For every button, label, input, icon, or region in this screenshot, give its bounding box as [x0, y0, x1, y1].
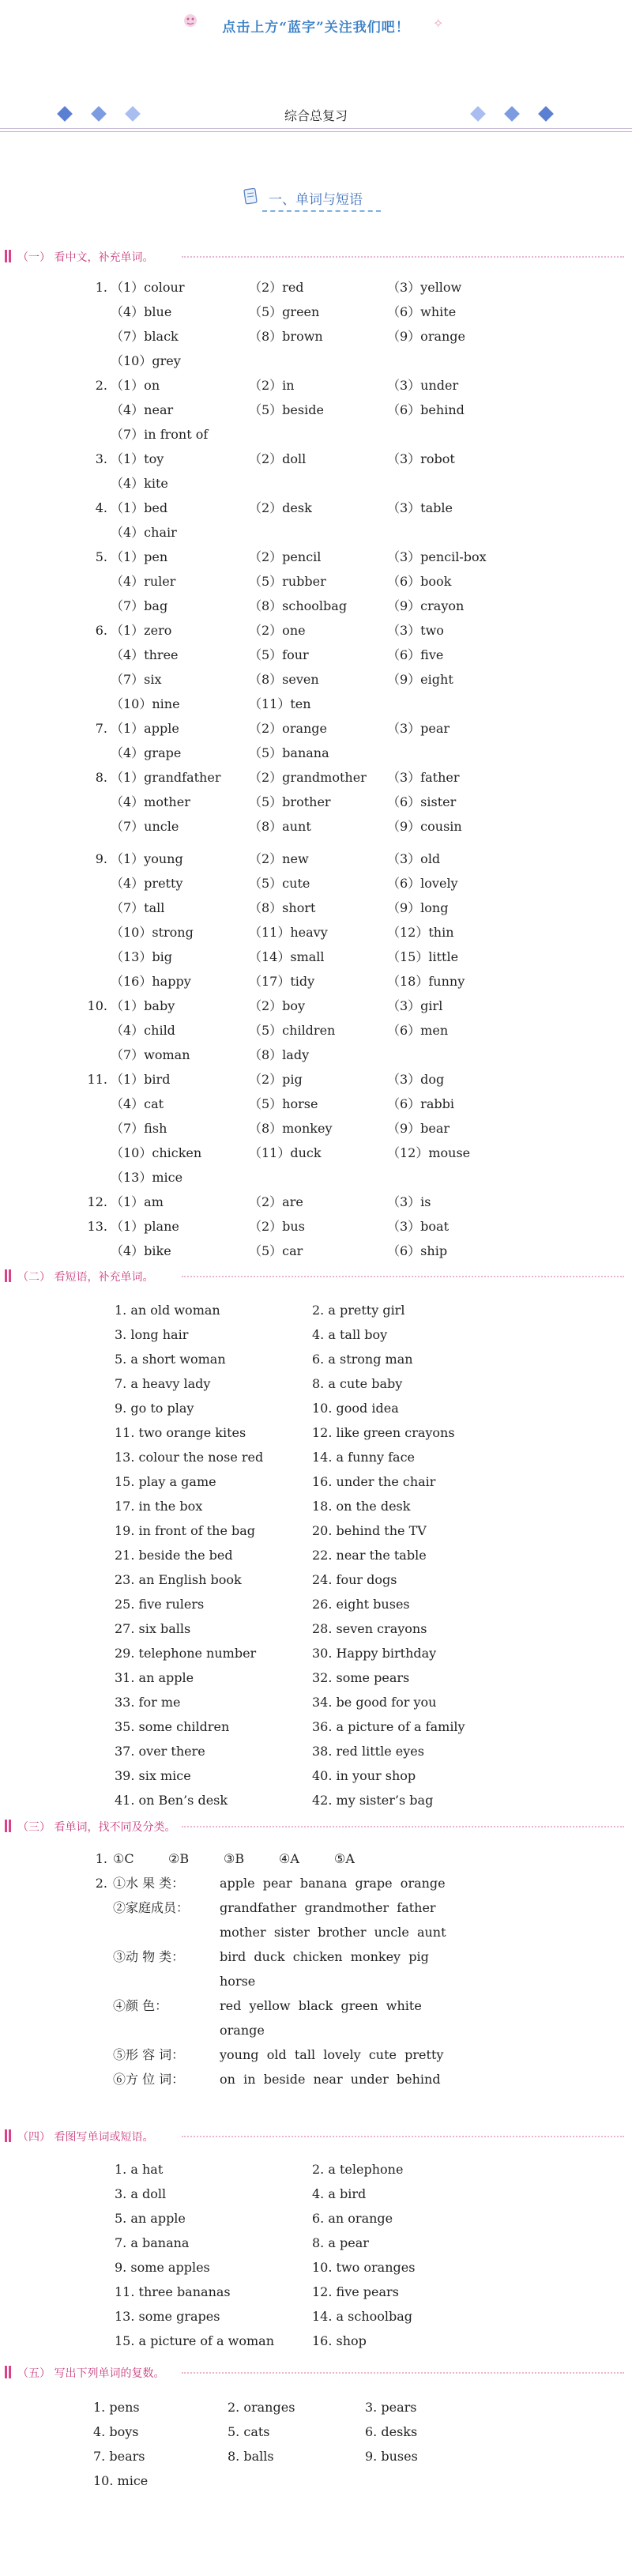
answer-cell: （5）car: [249, 1243, 303, 1258]
answer-cell: （1）toy: [111, 451, 164, 466]
answer-cell: （11）heavy: [249, 925, 328, 940]
answer-cell: （5）four: [249, 647, 309, 662]
answer-cell: （2）new: [249, 851, 309, 866]
answer-cell: （3）under: [387, 378, 459, 393]
category-words: on in beside near under behind: [220, 2072, 441, 2087]
phrase-cell: 42. my sister’s bag: [312, 1793, 434, 1808]
chapter-header: [0, 103, 632, 134]
answer-cell: （5）horse: [249, 1096, 318, 1111]
phrase-cell: 1. an old woman: [115, 1303, 220, 1318]
phrase-cell: 18. on the desk: [312, 1499, 411, 1514]
phrase-cell: 28. seven crayons: [312, 1621, 427, 1636]
phrase-cell: 25. five rulers: [115, 1597, 205, 1612]
answer-cell: （3）table: [387, 500, 453, 515]
answer-cell: （9）orange: [387, 329, 466, 344]
answer-cell: （1）bed: [111, 500, 168, 515]
answer-cell: （1）bird: [111, 1072, 171, 1087]
phrase-cell: 14. a funny face: [312, 1450, 416, 1465]
answer-cell: （13）mice: [111, 1170, 183, 1185]
answer-cell: （11）duck: [249, 1145, 322, 1160]
phrase-cell: 37. over there: [115, 1744, 205, 1759]
diamond-icon: [504, 106, 520, 122]
answer-cell: （5）green: [249, 304, 320, 319]
category-label: ⑤形 容 词：: [113, 2047, 185, 2062]
picture-answer: 8. a pear: [312, 2235, 369, 2250]
answer-cell: （4）kite: [111, 476, 168, 491]
answer-cell: （1）plane: [111, 1219, 179, 1234]
plural-answer: 10. mice: [93, 2473, 149, 2488]
answer-cell: （9）cousin: [387, 819, 462, 834]
answer-cell: （15）little: [387, 949, 459, 964]
section-title: 一、单词与短语: [269, 192, 363, 208]
picture-answer: 7. a banana: [115, 2235, 190, 2250]
chapter-title: 综合总复习: [284, 108, 348, 123]
item-number: 1.: [95, 1851, 107, 1866]
phrase-cell: 16. under the chair: [312, 1474, 436, 1489]
section-heading: [237, 183, 395, 223]
plural-answer: 4. boys: [93, 2424, 139, 2439]
answer-cell: （1）pen: [111, 549, 168, 564]
picture-answer: 2. a telephone: [312, 2162, 404, 2177]
picture-answer: 13. some grapes: [115, 2309, 220, 2324]
category-label: ④颜 色：: [113, 1998, 168, 2013]
answer-cell: （3）old: [387, 851, 441, 866]
choice-answer: ④A: [279, 1851, 299, 1866]
phrase-cell: 30. Happy birthday: [312, 1646, 437, 1661]
phrase-cell: 20. behind the TV: [312, 1523, 427, 1538]
answer-cell: （1）grandfather: [111, 770, 221, 785]
picture-answer: 5. an apple: [115, 2211, 186, 2226]
picture-answer: 12. five pears: [312, 2284, 399, 2299]
answer-cell: （3）two: [387, 623, 444, 638]
answer-cell: （12）thin: [387, 925, 454, 940]
item-number: 7.: [95, 721, 107, 736]
plural-answer: 3. pears: [365, 2400, 417, 2415]
answer-cell: （1）apple: [111, 721, 179, 736]
phrase-cell: 27. six balls: [115, 1621, 191, 1636]
picture-answer: 6. an orange: [312, 2211, 393, 2226]
plural-answer: 8. balls: [228, 2449, 274, 2464]
item-number: 4.: [95, 500, 107, 515]
answer-cell: （3）dog: [387, 1072, 445, 1087]
answer-cell: （7）woman: [111, 1047, 190, 1062]
phrase-cell: 3. long hair: [115, 1327, 189, 1342]
answer-cell: （1）young: [111, 851, 183, 866]
category-words: orange: [220, 2023, 265, 2038]
category-words: grandfather grandmother father: [220, 1900, 436, 1915]
category-label: ①水 果 类：: [113, 1876, 185, 1891]
choice-answer: ③B: [224, 1851, 245, 1866]
diamond-icon: [538, 106, 554, 122]
answer-cell: （1）on: [111, 378, 160, 393]
phrase-cell: 17. in the box: [115, 1499, 203, 1514]
plural-answer: 9. buses: [365, 2449, 418, 2464]
picture-answer: 15. a picture of a woman: [115, 2333, 275, 2348]
follow-banner[interactable]: [0, 0, 632, 49]
phrase-cell: 21. beside the bed: [115, 1548, 233, 1563]
answer-cell: （2）doll: [249, 451, 307, 466]
phrase-cell: 12. like green crayons: [312, 1425, 455, 1440]
item-number: 10.: [87, 998, 107, 1013]
answer-cell: （9）bear: [387, 1121, 450, 1136]
answer-cell: （8）monkey: [249, 1121, 333, 1136]
answer-cell: （13）big: [111, 949, 172, 964]
answer-cell: （7）six: [111, 672, 162, 687]
answer-cell: （6）white: [387, 304, 457, 319]
item-number: 2.: [95, 378, 107, 393]
item-number: 3.: [95, 451, 107, 466]
phrase-cell: 6. a strong man: [312, 1352, 413, 1367]
answer-cell: （4）bike: [111, 1243, 171, 1258]
answer-cell: （4）mother: [111, 794, 190, 809]
picture-answer: 1. a hat: [115, 2162, 164, 2177]
answer-cell: （3）pear: [387, 721, 450, 736]
answer-cell: （6）ship: [387, 1243, 448, 1258]
answer-cell: （2）are: [249, 1194, 303, 1209]
answer-cell: （4）pretty: [111, 876, 183, 891]
phrase-cell: 9. go to play: [115, 1401, 194, 1416]
phrase-cell: 36. a picture of a family: [312, 1719, 465, 1734]
phrase-cell: 11. two orange kites: [115, 1425, 246, 1440]
category-words: bird duck chicken monkey pig: [220, 1949, 429, 1964]
part-label: （二） 看短语，补充单词。: [17, 1271, 154, 1284]
answer-cell: （3）father: [387, 770, 460, 785]
answer-cell: （8）seven: [249, 672, 319, 687]
answer-cell: （2）bus: [249, 1219, 305, 1234]
answer-cell: （1）baby: [111, 998, 175, 1013]
category-words: mother sister brother uncle aunt: [220, 1925, 446, 1940]
part-label: （五） 写出下列单词的复数。: [17, 2367, 165, 2380]
part-header: [0, 2364, 632, 2382]
phrase-cell: 33. for me: [115, 1695, 181, 1710]
answer-cell: （1）colour: [111, 280, 185, 295]
answer-cell: （8）lady: [249, 1047, 310, 1062]
item-number: 6.: [95, 623, 107, 638]
answer-cell: （4）grape: [111, 745, 182, 760]
answer-cell: （8）aunt: [249, 819, 311, 834]
answer-cell: （3）is: [387, 1194, 431, 1209]
item-number: 9.: [95, 851, 107, 866]
answer-cell: （2）grandmother: [249, 770, 367, 785]
choice-answer: ①C: [113, 1851, 134, 1866]
answer-cell: （6）five: [387, 647, 444, 662]
phrase-cell: 4. a tall boy: [312, 1327, 388, 1342]
plural-answer: 2. oranges: [228, 2400, 295, 2415]
answer-cell: （2）one: [249, 623, 306, 638]
phrase-cell: 38. red little eyes: [312, 1744, 424, 1759]
part-header: [0, 248, 632, 266]
answer-cell: （11）ten: [249, 696, 311, 711]
phrase-cell: 39. six mice: [115, 1768, 191, 1783]
part-label: （四） 看图写单词或短语。: [17, 2131, 154, 2144]
answer-cell: （10）grey: [111, 353, 181, 368]
picture-answer: 3. a doll: [115, 2186, 167, 2201]
answer-cell: （8）short: [249, 900, 316, 915]
plural-answer: 1. pens: [93, 2400, 140, 2415]
answer-cell: （6）lovely: [387, 876, 458, 891]
picture-answer: 14. a schoolbag: [312, 2309, 413, 2324]
answer-cell: （3）pencil-box: [387, 549, 487, 564]
document-icon: [243, 187, 259, 206]
phrase-cell: 2. a pretty girl: [312, 1303, 405, 1318]
answer-cell: （4）near: [111, 402, 174, 417]
answer-cell: （3）yellow: [387, 280, 462, 295]
answer-cell: （2）pencil: [249, 549, 322, 564]
answer-cell: （10）nine: [111, 696, 180, 711]
answer-cell: （2）pig: [249, 1072, 303, 1087]
diamond-icon: [470, 106, 486, 122]
answer-cell: （3）boat: [387, 1219, 450, 1234]
answer-cell: （5）banana: [249, 745, 329, 760]
answer-cell: （10）strong: [111, 925, 194, 940]
answer-cell: （6）men: [387, 1023, 449, 1038]
phrase-cell: 40. in your shop: [312, 1768, 416, 1783]
answer-cell: （6）book: [387, 574, 452, 589]
answer-cell: （9）eight: [387, 672, 453, 687]
answer-cell: （4）blue: [111, 304, 172, 319]
answer-cell: （8）brown: [249, 329, 323, 344]
answer-cell: （4）chair: [111, 525, 177, 540]
item-number: 11.: [87, 1072, 107, 1087]
answer-cell: （16）happy: [111, 974, 191, 989]
part-label: （一） 看中文，补充单词。: [17, 251, 154, 264]
answer-cell: （1）am: [111, 1194, 164, 1209]
banner-text[interactable]: 点击上方“蓝字”关注我们吧！: [222, 20, 410, 36]
category-words: horse: [220, 1974, 256, 1989]
answer-cell: （6）behind: [387, 402, 465, 417]
phrase-cell: 24. four dogs: [312, 1572, 397, 1587]
phrase-cell: 23. an English book: [115, 1572, 242, 1587]
phrase-cell: 8. a cute baby: [312, 1376, 403, 1391]
answer-cell: （5）cute: [249, 876, 310, 891]
answer-cell: （4）cat: [111, 1096, 164, 1111]
answer-cell: （7）tall: [111, 900, 165, 915]
item-number: 2.: [95, 1876, 107, 1891]
answer-cell: （14）small: [249, 949, 325, 964]
answer-cell: （7）fish: [111, 1121, 167, 1136]
choice-answer: ②B: [168, 1851, 190, 1866]
diamond-icon: [91, 106, 107, 122]
answer-cell: （7）in front of: [111, 427, 209, 442]
phrase-cell: 19. in front of the bag: [115, 1523, 256, 1538]
choice-answer: ⑤A: [334, 1851, 355, 1866]
item-number: 1.: [95, 280, 107, 295]
answer-cell: （2）desk: [249, 500, 312, 515]
answer-cell: （2）orange: [249, 721, 328, 736]
plural-answer: 7. bears: [93, 2449, 145, 2464]
phrase-cell: 5. a short woman: [115, 1352, 226, 1367]
answer-cell: （5）rubber: [249, 574, 326, 589]
answer-cell: （17）tidy: [249, 974, 315, 989]
plural-answer: 6. desks: [365, 2424, 418, 2439]
answer-cell: （7）black: [111, 329, 179, 344]
category-label: ②家庭成员：: [113, 1900, 190, 1915]
answer-cell: （1）zero: [111, 623, 172, 638]
part-label: （三） 看单词，找不同及分类。: [17, 1821, 176, 1834]
picture-answer: 9. some apples: [115, 2260, 210, 2275]
category-label: ③动 物 类：: [113, 1949, 185, 1964]
phrase-cell: 35. some children: [115, 1719, 230, 1734]
answer-cell: （4）child: [111, 1023, 175, 1038]
category-label: ⑥方 位 词：: [113, 2072, 185, 2087]
phrase-cell: 26. eight buses: [312, 1597, 410, 1612]
answer-cell: （2）in: [249, 378, 295, 393]
phrase-cell: 10. good idea: [312, 1401, 399, 1416]
answer-cell: （3）girl: [387, 998, 443, 1013]
category-words: red yellow black green white: [220, 1998, 422, 2013]
phrase-cell: 41. on Ben’s desk: [115, 1793, 228, 1808]
item-number: 5.: [95, 549, 107, 564]
part-header: [0, 1268, 632, 1285]
plural-answer: 5. cats: [228, 2424, 270, 2439]
answer-cell: （18）funny: [387, 974, 465, 989]
answer-cell: （5）children: [249, 1023, 336, 1038]
phrase-cell: 7. a heavy lady: [115, 1376, 211, 1391]
phrase-cell: 13. colour the nose red: [115, 1450, 264, 1465]
part-header: [0, 2128, 632, 2145]
answer-cell: （12）mouse: [387, 1145, 471, 1160]
answer-cell: （4）ruler: [111, 574, 176, 589]
phrase-cell: 34. be good for you: [312, 1695, 437, 1710]
answer-cell: （8）schoolbag: [249, 598, 348, 613]
phrase-cell: 22. near the table: [312, 1548, 427, 1563]
diamond-icon: [57, 106, 73, 122]
answer-cell: （3）robot: [387, 451, 455, 466]
picture-answer: 16. shop: [312, 2333, 367, 2348]
answer-cell: （6）rabbi: [387, 1096, 454, 1111]
answer-cell: （7）uncle: [111, 819, 179, 834]
diamond-icon: [125, 106, 141, 122]
answer-cell: （2）boy: [249, 998, 306, 1013]
answer-cell: （9）long: [387, 900, 449, 915]
picture-answer: 10. two oranges: [312, 2260, 416, 2275]
answer-cell: （4）three: [111, 647, 179, 662]
part-header: [0, 1818, 632, 1835]
phrase-cell: 32. some pears: [312, 1670, 410, 1685]
category-words: young old tall lovely cute pretty: [220, 2047, 444, 2062]
picture-answer: 4. a bird: [312, 2186, 367, 2201]
phrase-cell: 31. an apple: [115, 1670, 194, 1685]
phrase-cell: 29. telephone number: [115, 1646, 257, 1661]
item-number: 13.: [87, 1219, 107, 1234]
answer-cell: （6）sister: [387, 794, 457, 809]
phrase-cell: 15. play a game: [115, 1474, 216, 1489]
answer-cell: （5）beside: [249, 402, 324, 417]
category-words: apple pear banana grape orange: [220, 1876, 446, 1891]
answer-cell: （2）red: [249, 280, 304, 295]
picture-answer: 11. three bananas: [115, 2284, 231, 2299]
item-number: 12.: [87, 1194, 107, 1209]
item-number: 8.: [95, 770, 107, 785]
answer-cell: （5）brother: [249, 794, 331, 809]
sparkle-icon: ✧: [433, 16, 444, 31]
answer-cell: （7）bag: [111, 598, 168, 613]
answer-cell: （9）crayon: [387, 598, 465, 613]
answer-cell: （10）chicken: [111, 1145, 202, 1160]
